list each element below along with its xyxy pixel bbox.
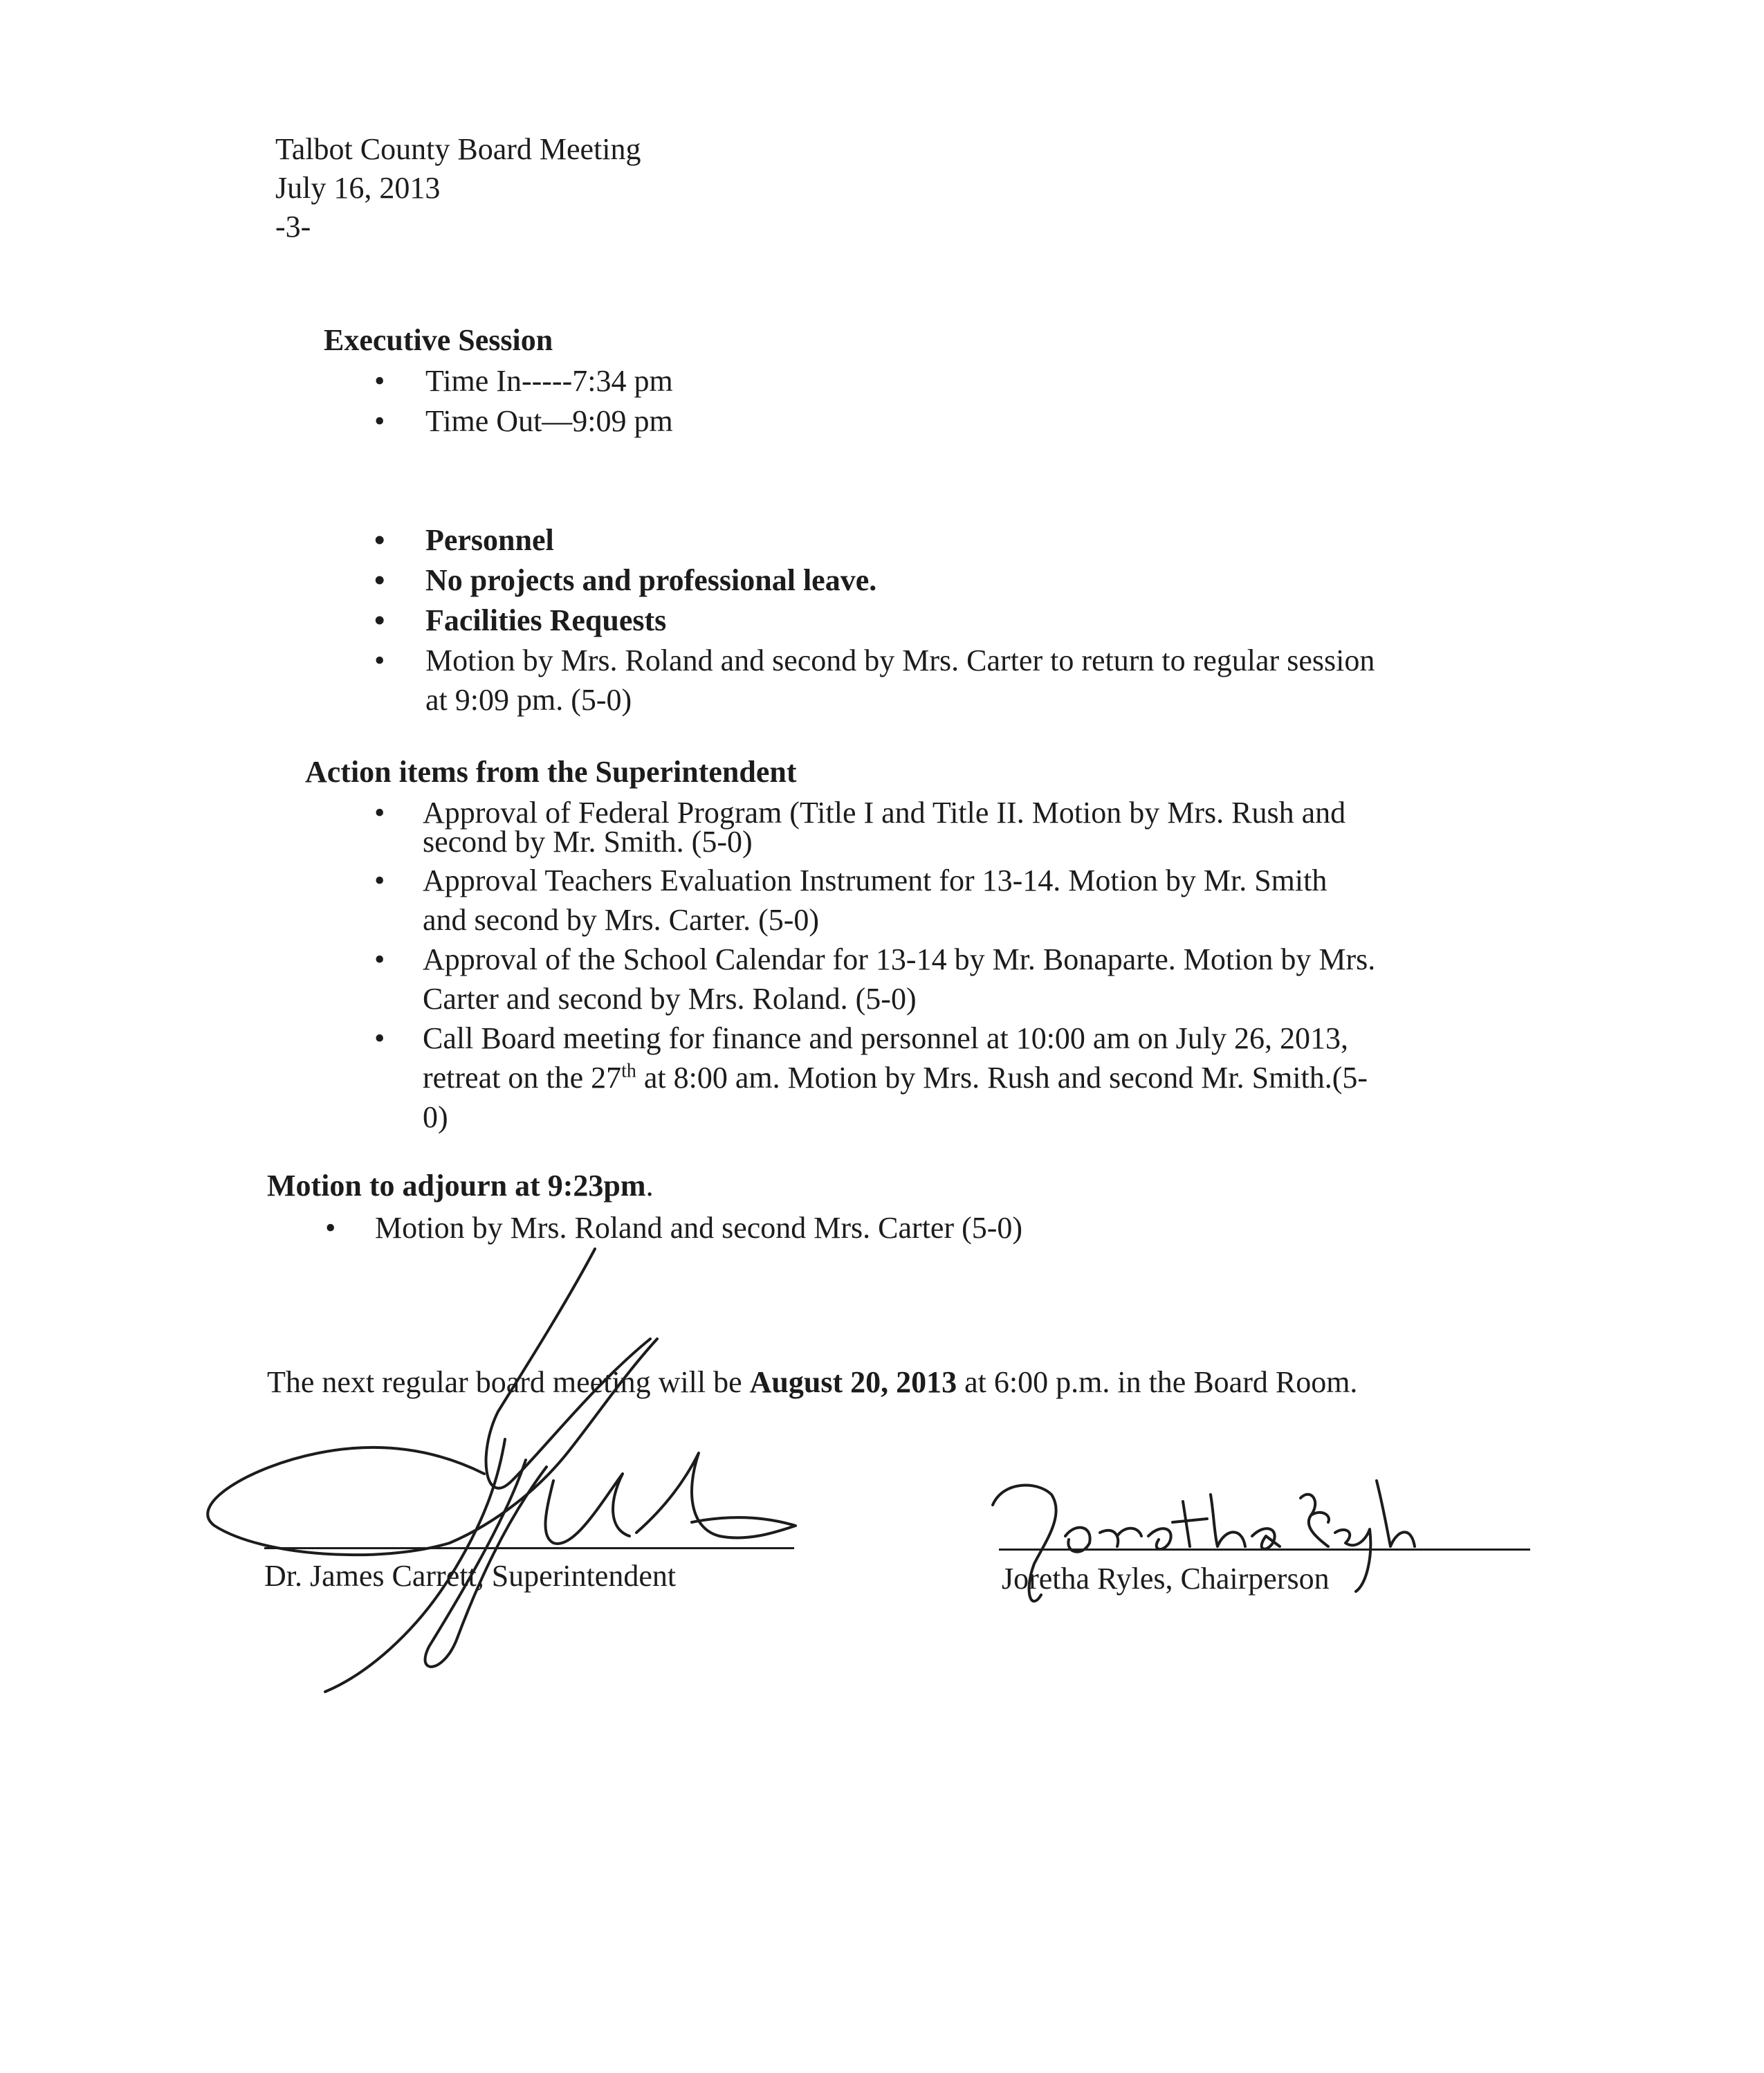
action-items-heading: Action items from the Superintendent [305,755,797,789]
list-item: • Motion by Mrs. Roland and second by Mrs. Carter to return to regular session at 9:09 pm. (5-0) [374,641,1619,720]
list-item: • Facilities Requests [374,601,1550,640]
adjourn-heading: Motion to adjourn at 9:23pm. [267,1169,654,1203]
executive-session-heading: Executive Session [324,323,553,357]
chairperson-signature-label: Joretha Ryles, Chairperson [1002,1562,1330,1596]
page-number: -3- [275,210,311,244]
bullet-icon: • [374,404,385,438]
meeting-date: July 16, 2013 [275,171,441,205]
bullet-icon: • [374,364,385,398]
list-item: • Call Board meeting for finance and personnel at 10:00 am on July 26, 2013, retreat on the 27th at 8:00 am. Motion by Mrs. Rush and second Mr. Smith.(5- 0) [374,1019,1619,1137]
bullet-icon: • [374,864,385,897]
list-item: • No projects and professional leave. [374,560,1550,600]
list-item: • Approval of the School Calendar for 13-14 by Mr. Bonaparte. Motion by Mrs. Carter and second by Mrs. Roland. (5-0) [374,940,1619,1019]
list-item: • Motion by Mrs. Roland and second Mrs. Carter (5-0) [325,1208,1570,1248]
list-item: • Approval Teachers Evaluation Instrument for 13-14. Motion by Mr. Smith and second by Mrs. Carter. (5-0) [374,861,1619,940]
bullet-icon: • [374,942,385,976]
bullet-icon: • [374,563,385,597]
superintendent-signature-label: Dr. James Carrett, Superintendent [264,1559,677,1593]
list-item: • Approval of Federal Program (Title I and Title II. Motion by Mrs. Rush and second by Mr. Smith. (5-0) [374,793,1619,843]
list-item: • Personnel [374,520,1550,560]
bullet-icon: • [374,643,385,677]
list-item: • Time In-----7:34 pm [374,361,1550,401]
bullet-icon: • [374,603,385,637]
bullet-icon: • [325,1211,336,1245]
bullet-icon: • [374,796,385,830]
next-meeting-note: The next regular board meeting will be August 20, 2013 at 6:00 p.m. in the Board Room. [267,1365,1358,1399]
bullet-icon: • [374,523,385,557]
board-title: Talbot County Board Meeting [275,132,641,166]
bullet-icon: • [374,1021,385,1055]
list-item: • Time Out—9:09 pm [374,401,1550,441]
